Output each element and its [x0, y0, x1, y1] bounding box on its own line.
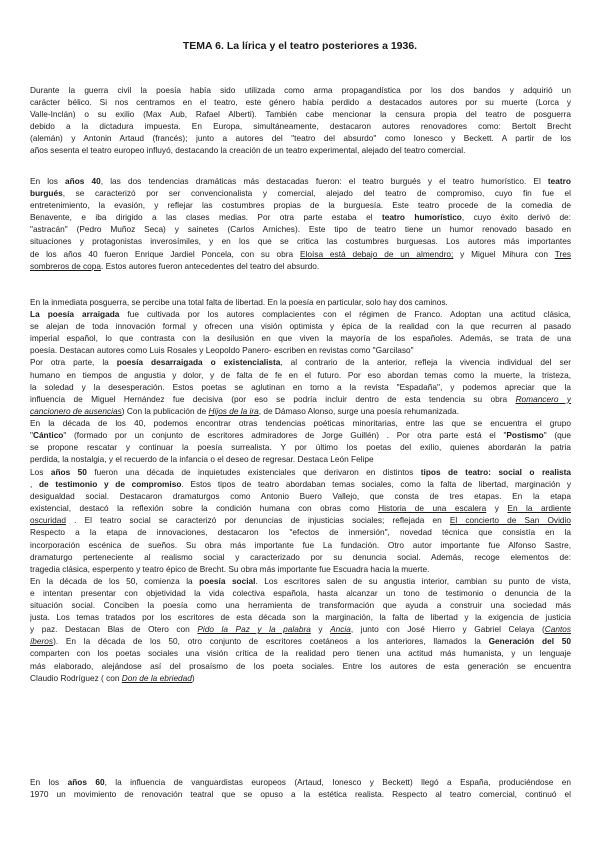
text-line: En la inmediata posguerra, se percibe una total falta de libertad. En la poesía en particular, solo hay dos caminos.	[30, 297, 448, 307]
text-line: situaciones y protagonistas inverosímiles, y en los que se critica las costumbres burguesas. Los autores más importantes	[30, 236, 571, 247]
text-line: imperial español, lo que contrasta con la desilusión en que viven la mayoría de los españoles. Además, se trata de una	[30, 333, 571, 344]
text-line: La poesía arraigada fue cultivada por los autores complacientes con el régimen de Franco. Adoptan una actitud clásica,	[30, 309, 571, 320]
page-title: TEMA 6. La lírica y el teatro posteriores a 1936.	[182, 40, 418, 52]
text-line: En la década de los 40, podemos encontrar otras tendencias poéticas minoritarias, entre las que se encuentra el grupo	[30, 417, 571, 428]
text-line: humano en tiempos de angustia y dolor, y de falta de fe en el futuro. Por eso abordan temas como la muerte, la tristeza,	[30, 369, 571, 380]
paragraph-years-40-theatre	[30, 175, 571, 272]
text-line: de los años 40 fueron Enrique Jardiel Poncela, con su obra Eloísa está debajo de un almendro; y Miguel Mihura con Tres	[30, 248, 571, 259]
text-line: "Cántico" (formado por un conjunto de escritores admiradores de Jorge Guillén) . Por otra parte está el "Postismo" (que	[30, 430, 571, 441]
text-line: e intentan presentar con objetividad la vida colectiva española, hasta alcanzar un tono de testimonio o denuncia de la	[30, 587, 571, 598]
paragraph-years-60	[30, 776, 571, 800]
text-line: comparten con los poetas sociales una visión crítica de la realidad pero tienen una actitud más humanista, y un lenguaje	[30, 648, 571, 659]
paragraph-years-50	[30, 466, 571, 684]
text-line: Los años 50 fueron una década de inquietudes existenciales que derivaron en distintos tipos de teatro: social o realista	[30, 467, 571, 477]
paragraph-civil-war	[30, 84, 571, 157]
text-line: burgués, se caracterizó por ser convencionalista y comercial, alejado del teatro de compromiso, cuyo fin fue el	[30, 188, 571, 199]
text-line: , de testimonio y de compromiso. Estos tipos de teatro abordaban temas sociales, como la falta de libertad, marginación y	[30, 479, 571, 490]
text-line: la soledad y la desesperación. Estos poetas se aglutinan en torno a la revista "Espadaña", y podemos apreciar que la	[30, 381, 571, 392]
text-line: En los años 60, la influencia de vanguardistas europeos (Artaud, Ionesco y Beckett) llegó a España, produciéndose en	[30, 777, 571, 787]
paragraph-postwar-poetry	[30, 296, 571, 465]
text-line: dramaturgo perteneciente al realismo social y caracterizado por su denuncia social. Además, recoge elementos de:	[30, 551, 571, 562]
text-line: situación social. Conciben la poesía como una herramienta de transformación que ayuda a construir una sociedad más	[30, 600, 571, 611]
text-line: Respecto a la etapa de innovaciones, destacaron los "efectos de inmersión", novedad técnica que consistía en la	[30, 527, 571, 538]
text-line: tragedia clásica, esperpento y teatro épico de Brecht. Su obra más importante fue Escuadra hacia la muerte.	[30, 563, 430, 574]
text-line: y paz. Destacan Blas de Otero con Pido la Paz y la palabra y Ancia, junto con José Hierro y Gabriel Celaya (Cantos	[30, 624, 571, 635]
text-line: "astracán" (Pedro Muñoz Seca) y sainetes (Carlos Arniches). Este tipo de teatro tiene un humor renovado basado en	[30, 224, 571, 235]
text-line: influencia de Miguel Hernández fue decisiva (por eso se podría incluir dentro de esta tendencia su obra Romancero y	[30, 393, 571, 404]
text-line: Valle-Inclán) o su exilio (Max Aub, Rafael Alberti). También cabe mencionar la censura propia del teatro de posguerra	[30, 109, 571, 120]
text-line: Claudio Rodríguez ( con Don de la ebriedad)	[30, 672, 195, 683]
text-line: justa. Los temas tratados por los escritores de esta década son la marginación, la falta de libertad y la exigencia de justicia	[30, 612, 571, 623]
text-line: Durante la guerra civil la poesía había sido utilizada como arma propagandística por los dos bandos y adquirió un	[30, 85, 571, 95]
text-line: años sesenta el teatro europeo influyó, destacando la creación de un teatro experimental, alejado del teatro comercial.	[30, 145, 466, 156]
text-line: 1970 un movimiento de renovación teatral que se opuso a la estética realista. Respecto al teatro comercial, continuó el	[30, 789, 571, 800]
text-line: (alemán) y Antonin Artaud (francés); junto a autores del "teatro del absurdo" como Ionesco y Beckett. A partir de los	[30, 133, 571, 144]
text-line: En los años 40, las dos tendencias dramáticas más destacadas fueron: el teatro burgués y el teatro humorístico. El teatro	[30, 176, 571, 186]
text-line: se alejan de toda innovación formal y ofrecen una visión optimista y épica de la realidad con la que recurren al pasado	[30, 321, 571, 332]
text-line: se propone rescatar y continuar la poesía surrealista. Y por último los poetas del exilio, quienes abordarán la patria	[30, 442, 571, 453]
text-line: incorporación escénica de sueños. Su obra más importante fue La fundación. Otro autor importante fue Alfonso Sastre,	[30, 539, 571, 550]
text-line: entretenimiento, la evasión, y reflejar las costumbres propias de la burguesía. Este teatro procede de la comedia de	[30, 200, 571, 211]
text-line: sombreros de copa. Estos autores fueron antecedentes del teatro del absurdo.	[30, 260, 320, 271]
text-line: debido a la dictadura impuesta. En Europa, simultáneamente, destacaron autores renovadores como: Bertolt Brecht	[30, 121, 571, 132]
text-line: poesía. Destacan autores como Luis Rosales y Leopoldo Panero- escriben en revistas como "Garcilaso"	[30, 345, 414, 356]
text-line: existencial, destacó la reflexión sobre la condición humana con obras como Historia de una escalera y En la ardiente	[30, 503, 571, 514]
text-line: Benavente, e iba dirigido a las clases medias. Por otra parte estaba el teatro humorístico, cuyo éxito derivó de:	[30, 212, 571, 223]
text-line: desigualdad social. Destacaron dramaturgos como Antonio Buero Vallejo, que consta de tres etapas. En la etapa	[30, 491, 571, 502]
text-line: perdida, la nostalgia, y el recuerdo de la infancia o el deseo de regresar. Destaca León Felipe	[30, 454, 374, 465]
text-line: íberos). En la década de los 50, otro conjunto de escritores coetáneos a los anteriores, llamados la Generación del 50	[30, 636, 571, 647]
text-line: más elaborado, alejándose así del prosaísmo de los poeta sociales. Entre los autores de esta generación se encuentra	[30, 660, 571, 671]
text-line: cancionero de ausencias) Con la publicación de Hijos de la ira, de Dámaso Alonso, surge una poesía rehumanizada.	[30, 405, 459, 416]
text-line: carácter bélico. Si nos centramos en el teatro, este género había perdido a destacados autores por su muerte (Lorca y	[30, 97, 571, 108]
text-line: En la década de los 50, comienza la poesía social. Los escritores salen de su angustia interior, cambian su punto de vista,	[30, 575, 571, 586]
text-line: oscuridad . El teatro social se caracterizó por denuncias de injusticias sociales; reflejada en El concierto de San Ovidio	[30, 515, 571, 526]
text-line: Por otra parte, la poesía desarraigada o existencialista, al contrario de la anterior, refleja la vivencia individual del ser	[30, 357, 571, 368]
